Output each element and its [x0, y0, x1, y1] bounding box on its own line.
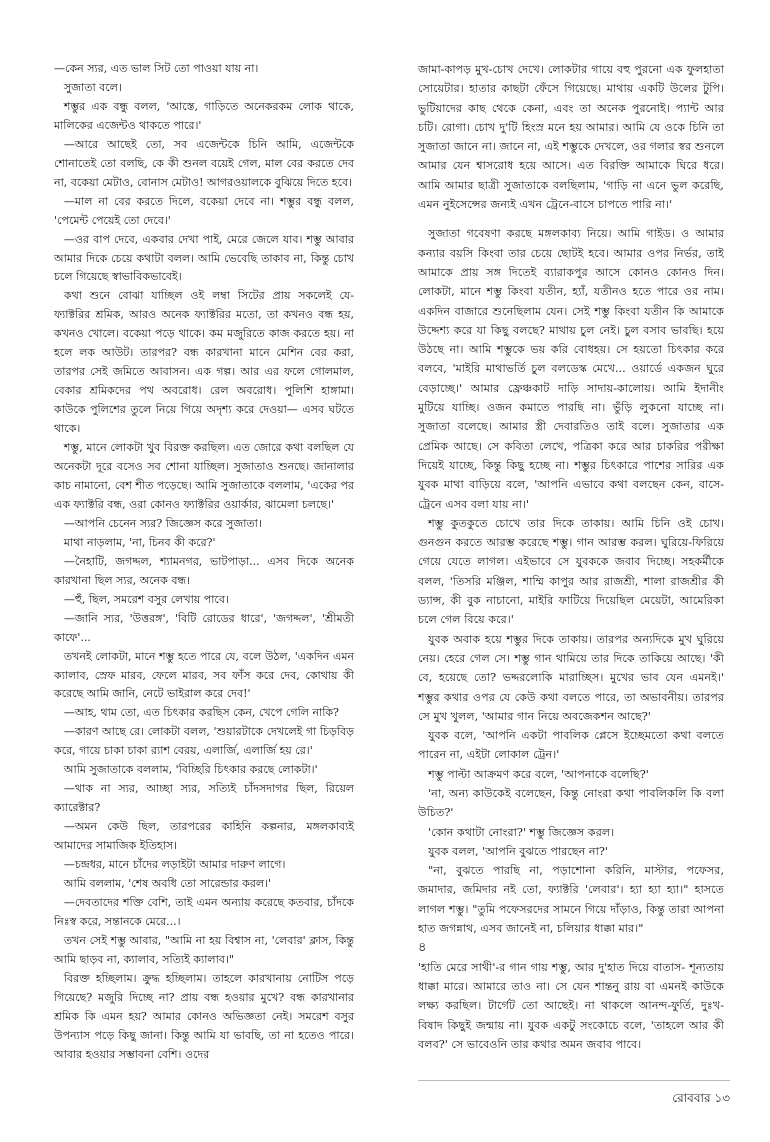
paragraph: যুবক বলল, 'আপনি বুঝতে পারছেন না?'	[428, 844, 608, 858]
paragraph: আমি বললাম, 'শেষ অবধি তো সারেন্ডার করল।'	[63, 876, 272, 890]
paragraph: —হুঁ, ছিল, সমরেশ বসুর লেখায় পাবে।	[63, 592, 229, 606]
paragraph: —কেন স্যর, এত ভাল সিট তো পাওয়া যায় না।	[54, 62, 259, 75]
paragraph: যুবক বলে, 'আপনি একটা পাবলিক প্লেসে ইচ্ছেমতো কথা বলতে পারেন না, এইটা লোকাল ট্রেন।'	[418, 729, 724, 762]
paragraph: 'হাতি মেরে সাথী'-র গান গায় শম্ভু, আর দু'হাত দিয়ে বাতাস- শূন্যতায় ধাক্কা মারে। আমারে তাও না। সে যেন শান্তনু রায় বা এমনই কাউকে লক্ষ্য করছিল। টার্গেট তো আছেই। না থাকলে আনন্দ-ফুর্তি, দুঃখ-বিষাদ কিছুই জন্মায় না। যুবক একটু সংকোচে বলে, 'তাহলে আর কী বলব?' সে ভাবেওনি তার কথার অমন জবাব পাবে।	[418, 960, 724, 1051]
paragraph: —নৈহাটি, জগদ্দল, শ্যামনগর, ভাটপাড়া... এসব দিকে অনেক কারখানা ছিল স্যর, অনেক বন্ধ।	[54, 554, 354, 587]
paragraph: —থাক না স্যর, আচ্ছা স্যর, সত্যিই চাঁদসদাগর ছিল, রিয়েল ক্যারেক্টার?	[54, 782, 354, 815]
paragraph: —কারণ আছে রে। লোকটা বলল, 'শুয়ারটাকে দেখলেই গা চিড়বিড় করে, গায়ে চাকা চাকা র‍্যাশ বেরয়, এলার্জি, এলার্জি হয় রে।'	[54, 725, 354, 758]
footer-divider	[418, 1080, 730, 1081]
paragraph: শম্ভু পাল্টা আক্রমণ করে বলে, 'আপনাকে বলেছি?'	[428, 767, 649, 781]
paragraph: যুবক অবাক হয়ে শম্ভুর দিকে তাকায়। তারপর অন্যদিকে মুখ ঘুরিয়ে নেয়। হেরে গেল সে। শম্ভু গান থামিয়ে তার দিকে তাকিয়ে আছে। 'কী বে, হয়েছে তো? ভদ্দরলোকি মারাচ্ছিস। মুখের ভাব যেন এমনই।' শম্ভুর কথার ওপর যে কেউ কথা বলতে পারে, তা অভাবনীয়। তারপর সে মুখ খুলল, 'আমার গান নিয়ে অবজেকশন আছে?'	[418, 632, 724, 723]
paragraph: "না, বুঝতে পারছি না, পড়াশোনা করিনি, মাস্টার, পফেসর, জমাদার, জমিদার নই তো, ফ্যাক্টরি 'লেবার'। হ্যা হ্যা হ্যা।" হাসতে লাগল শম্ভু। "তুমি পফেসরদের সামনে গিয়ে দাঁড়াও, কিন্তু তারা আপনা হাত জগন্নাথ, এসব জানেই না, চলিয়ার ধাক্কা মার।"	[418, 864, 724, 936]
paragraph: —আরে আছেই তো, সব এজেন্টকে চিনি আমি, এজেন্টকে শোনাতেই তো বলছি, কে কী শুনল বয়েই গেল, মাল বের করতে দেব না, বকেয়া মেটাও, বোনাস মেটাও! আগরওয়ালকে বুঝিয়ে দিতে হবে।	[54, 137, 354, 189]
right-text-column	[418, 60, 724, 1054]
paragraph: তখনই লোকটা, মানে শম্ভু হতে পারে যে, বলে উঠল, 'একদিন এমন ক্যালাব, স্রেফ মারব, ফেলে মারব, সব ফাঁস করে দেব, কোথায় কী করেছে আমি জানি, নেটে ভাইরাল করে দেব!'	[54, 649, 354, 701]
paragraph: বিরক্ত হচ্ছিলাম। ক্রুদ্ধ হচ্ছিলাম। তাহলে কারখানায় নোটিস পড়ে গিয়েছে? মজুরি দিচ্ছে না? প্রায় বন্ধ হওয়ার মুখে? বন্ধ কারখানার শ্রমিক কি এমন হয়? আমার কোনও অভিজ্ঞতা নেই। সমরেশ বসুর উপন্যাস পড়ে কিছু জানা। কিন্তু আমি যা ভাবছি, তা না হতেও পারে। আবার হওয়ার সম্ভাবনা বেশি। ওদের	[54, 971, 354, 1061]
paragraph: 'কোন কথাটা নোংরা?' শম্ভু জিজ্ঞেস করল।	[428, 825, 615, 839]
paragraph: —আপনি চেনেন স্যর? জিজ্ঞেস করে সুজাতা।	[63, 516, 262, 530]
paragraph: শম্ভু কুতকুতে চোখে তার দিকে তাকায়। আমি চিনি ওই চোখ। গুনগুন করতে আরম্ভ করেছে শম্ভু। গান আরম্ভ করল। ঘুরিয়ে-ফিরিয়ে গেয়ে যেতে লাগল। এইভাবে সে যুবককে জবাব দিচ্ছে। সহকর্মীকে বলল, 'তিসরি মঞ্জিল, শাম্মি কাপুর আর রাজশ্রী, শালা রাজশ্রীর কী ড্যান্স, কী বুক নাচানো, মাইরি ফাটিয়ে দিয়েছিল মেয়েটা, আমেরিকা চলে গেল বিয়ে করে।'	[418, 516, 724, 627]
paragraph: —চন্দ্রধর, মানে চাঁদের লড়াইটা আমার দারুণ লাগে।	[63, 858, 286, 872]
paragraph: —ওর বাপ দেবে, একবার দেখা পাই, মেরে জেলে যাব। শম্ভু আবার আমার দিকে চেয়ে কথাটা বলল। আমি ভেবেছি তাকাব না, কিন্তু চোখ চলে গিয়েছে স্বাভাবিকভাবেই।	[54, 232, 354, 284]
paragraph: —দেবতাদের শক্তি বেশি, তাই এমন অন্যায় করেছে কতবার, চাঁদকে নিঃস্ব করে, সন্তানকে মেরে...।	[54, 895, 354, 928]
page-footer: রোববার ১৩	[672, 1091, 730, 1105]
paragraph: সুজাতা বলে।	[63, 80, 122, 94]
paragraph: আমি সুজাতাকে বললাম, 'বিচ্ছিরি চিৎকার করছে লোকটা।'	[63, 763, 318, 777]
paragraph: —অমন কেউ ছিল, তারপরের কাহিনি কল্পনার, মঙ্গলকাব্যই আমাদের সামাজিক ইতিহাস।	[54, 820, 354, 853]
paragraph: —মাল না বের করতে দিলে, বকেয়া দেবে না। শম্ভুর বন্ধু বলল, 'পেমেন্ট পেয়েই তো দেবে।'	[54, 194, 354, 227]
left-text-column	[54, 60, 354, 1065]
paragraph: শম্ভু, মানে লোকটা খুব বিরক্ত করছিল। এত জোরে কথা বলছিল যে অনেকটা দূরে বসেও সব শোনা যাচ্ছিল। সুজাতাও শুনছে। জানালার কাচ নামানো, বেশ শীত পড়েছে। আমি সুজাতাকে বললাম, 'একের পর এক ফ্যাক্টরি বন্ধ, ওরা কোনও ফ্যাক্টরির ওয়ার্কার, ঝামেলা চলছে।'	[54, 441, 354, 511]
paragraph: 'না, অন্য কাউকেই বলেছেন, কিন্তু নোংরা কথা পাবলিকলি কি বলা উচিত?'	[418, 786, 724, 820]
paragraph: মাথা নাড়লাম, 'না, চিনব কী করে?'	[63, 535, 216, 549]
paragraph: কথা শুনে বোঝা যাচ্ছিল ওই লম্বা সিটের প্রায় সকলেই যে- ফ্যাক্টরির শ্রমিক, আরও অনেক ফ্যাক্টরির মতো, তা কখনও বন্ধ হয়, কখনও খোলে। বকেয়া পড়ে থাকে। কম মজুরিতে কাজ করতে হয়। না হলে লক আউট। তারপর? বন্ধ কারখানা মানে মেশিন বের করা, তারপর সেই জমিতে আবাসন। এক গল্প। আর এর ফলে গোলমাল, বেকার শ্রমিকদের পথ অবরোধ। রেল অবরোধ। পুলিশি হাঙ্গামা। কাউকে পুলিশের তুলে নিয়ে গিয়ে অদৃশ্য করে দেওয়া— এসব ঘটতে থাকে।	[54, 289, 354, 436]
paragraph: জামা-কাপড় মুখ-চোখ দেখে। লোকটার গায়ে বহু পুরনো এক ফুলহাতা সোয়েটার। হাতার কাছটা ফেঁসে গিয়েছে। মাথায় একটি উলের টুপি। ভুটিয়াদের কাছ থেকে কেনা, এবং তা অনেক পুরনোই। প্যান্ট আর চটি। রোগা। চোখ দু'টি হিংস্র মনে হয় আমার। আমি যে ওকে চিনি তা সুজাতা জানে না। জানে না, এই শম্ভুকে দেখলে, ওর গলার স্বর শুনলে আমার যেন শ্বাসরোধ হয়ে আসে। এত বিরক্তি আমাকে ঘিরে ধরে। আমি আমার ছাত্রী সুজাতাকে বলছিলাম, 'গাড়ি না এনে ভুল করেছি, এমন নুইসেন্সের জন্যই এখন ট্রেনে-বাসে চাপতে পারি না।'	[418, 63, 724, 212]
paragraph: সুজাতা গবেষণা করছে মঙ্গলকাব্য নিয়ে। আমি গাইড। ও আমার কন্যার বয়সি কিংবা তার চেয়ে ছোটই হবে। আমার ওপর নির্ভর, তাই আমাকে প্রায় সঙ্গ দিতেই ব্যারাকপুর আসে কোনও কোনও দিন। লোকটা, মানে শম্ভু কিংবা যতীন, হ্যাঁ, যতীনও হতে পারে ওর নাম। একদিন বাজারে শুনেছিলাম যেন। সেই শম্ভু কিংবা যতীন কি আমাকে উদ্দেশ্য করে যা কিছু বলছে? মাথায় চুল নেই। চুল বসাব ভাবছি। হয়ে উঠছে না। আমি শম্ভুকে ভয় করি বোধহয়। সে হয়তো চিৎকার করে বলবে, 'মাইরি মাথাভর্তি চুল বলডেস্ক মেখে... ওয়ার্ডে একজন ঘুরে বেড়াচ্ছে।' আমার ফ্রেঞ্চকাট দাড়ি সাদায়-কালোয়। আমি ইদানীং মুটিয়ে যাচ্ছি। ওজন কমাতে পারছি না। ভুঁড়ি লুকনো যাচ্ছে না। সুজাতা বলেছে। আমার স্ত্রী দেবারতিও তাই বলে। সুজাতার এক প্রেমিক আছে। সে কবিতা লেখে, পত্রিকা করে আর চাকরির পরীক্ষা দিয়েই যাচ্ছে, কিন্তু কিছু হচ্ছে না। শম্ভুর চিৎকারে পাশের সারির এক যুবক মাথা বাড়িয়ে বলে, 'আপনি এভাবে কথা বলছেন কেন, বাসে-ট্রেনে এসব বলা যায় না।'	[418, 227, 724, 511]
section-number: ৪	[418, 940, 427, 956]
paragraph: —জানি স্যর, 'উত্তরঙ্গ', 'বিটি রোডের ধারে', 'জগদ্দল', 'শ্রীমতী কাফে'...	[54, 611, 354, 644]
paragraph: তখন সেই শম্ভু আবার, "আমি না হয় বিশ্বাস না, 'লেবার' ক্লাস, কিন্তু আমি ছাড়ব না, ক্যালাব, সত্যিই ক্যালাব।"	[54, 933, 354, 966]
paragraph: —আহ, থাম তো, এত চিৎকার করছিস কেন, খেপে গেলি নাকি?	[63, 706, 339, 720]
paragraph: শম্ভুর এক বন্ধু বলল, 'আস্তে, গাড়িতে অনেকরকম লোক থাকে, মালিকের এজেন্টও থাকতে পারে।'	[54, 99, 354, 132]
